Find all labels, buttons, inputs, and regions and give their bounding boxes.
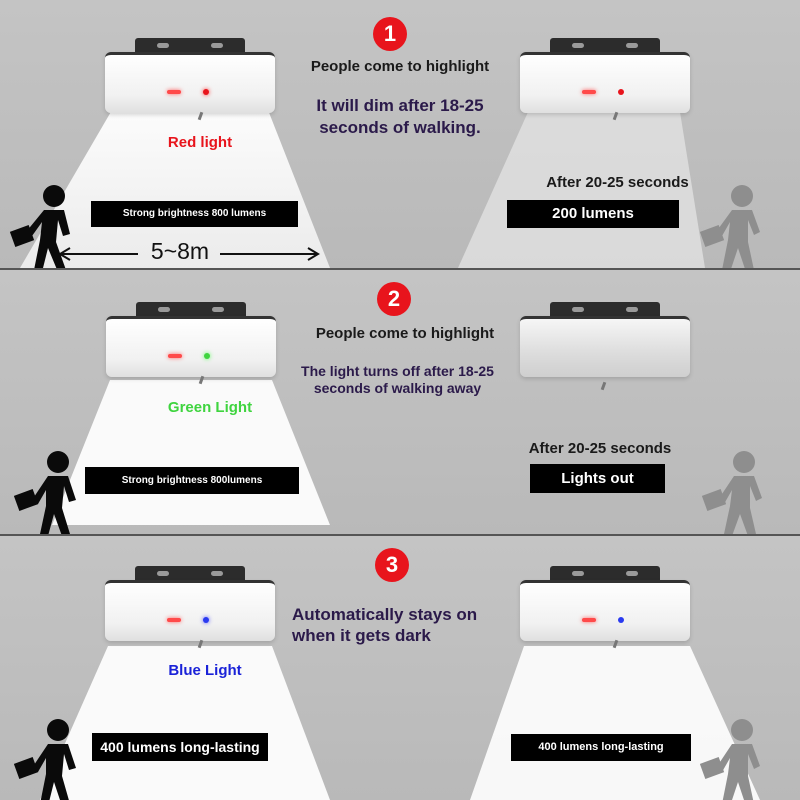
panel-step-1 (0, 0, 800, 268)
dim-description: It will dim after 18-25 seconds of walking. (316, 96, 484, 137)
red-light-label: Red light (167, 134, 233, 151)
walking-person-icon (14, 716, 86, 800)
panel-step-3 (0, 536, 800, 800)
green-light-label: Green Light (167, 399, 253, 416)
distance-label: 5~8m (150, 238, 210, 264)
lamp-body (106, 316, 276, 377)
dim-lumens-box: 200 lumens (507, 200, 679, 228)
step-badge: 1 (373, 17, 407, 51)
lamp-body (520, 316, 690, 377)
red-led (168, 354, 182, 358)
lights-out-box: Lights out (530, 464, 665, 493)
long-lasting-box-left: 400 lumens long-lasting (92, 733, 268, 761)
step-badge: 2 (377, 282, 411, 316)
indicator-dot-blue (618, 617, 624, 623)
walking-person-icon (8, 182, 80, 268)
after-seconds-label: After 20-25 seconds (528, 440, 672, 457)
walking-person-icon (14, 450, 86, 534)
indicator-dot-blue (203, 617, 209, 623)
walking-person-icon-faded (700, 182, 772, 268)
long-lasting-box-right: 400 lumens long-lasting (511, 734, 691, 761)
lamp-body (520, 580, 690, 641)
walking-person-icon-faded (702, 450, 774, 534)
walking-person-icon-faded (700, 716, 772, 800)
indicator-dot-green (204, 353, 210, 359)
turn-off-description: The light turns off after 18-25 seconds of walking away (301, 363, 494, 396)
lamp-body (105, 580, 275, 641)
brightness-box: Strong brightness 800lumens (85, 467, 299, 494)
red-led (582, 618, 596, 622)
step-badge: 3 (375, 548, 409, 582)
stays-on-description: Automatically stays on when it gets dark (292, 605, 478, 645)
people-come-text: People come to highlight (310, 58, 490, 75)
red-led (167, 618, 181, 622)
brightness-box: Strong brightness 800 lumens (91, 201, 298, 227)
people-come-text: People come to highlight (315, 325, 495, 342)
panel-step-2 (0, 270, 800, 534)
after-seconds-label: After 20-25 seconds (546, 174, 689, 191)
distance-arrow (0, 0, 800, 268)
blue-light-label: Blue Light (168, 662, 242, 679)
